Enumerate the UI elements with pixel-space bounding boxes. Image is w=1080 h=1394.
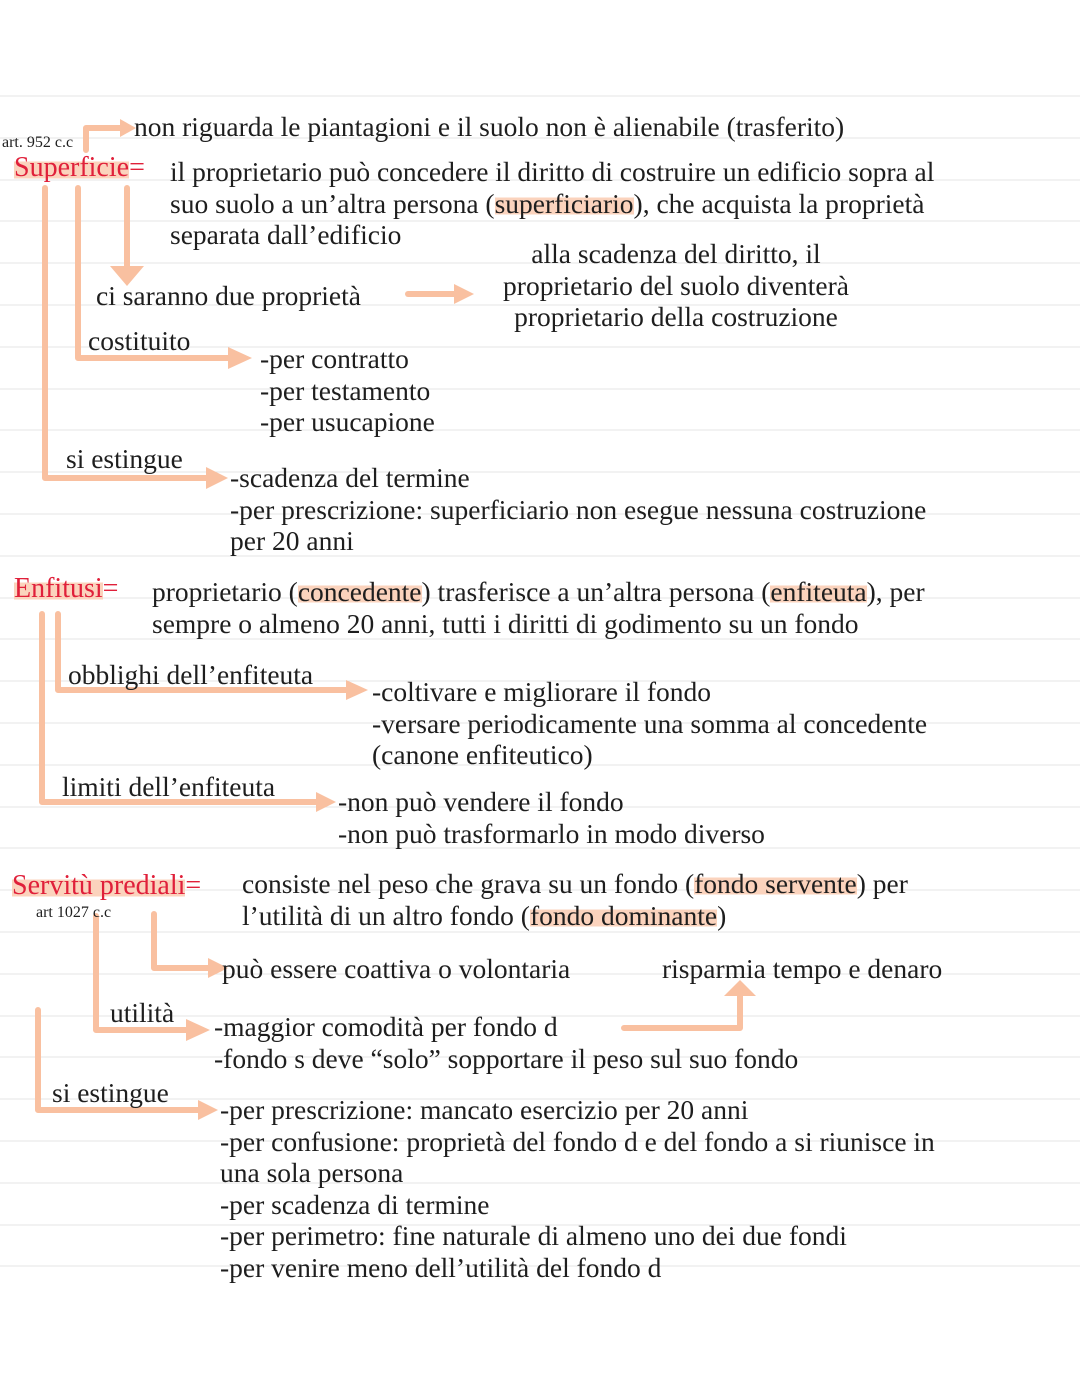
arrowhead [198,1100,218,1120]
def-line-2: sempre o almeno 20 anni, tutti i diritti di godimento su un fondo [152,607,859,639]
arrowhead [346,680,368,700]
def-line-1a: proprietario ( [152,576,298,607]
superficie-definition [170,156,934,251]
obblighi-list [372,676,927,771]
utilita-label: utilità [110,997,175,1028]
costituito-label: costituito [88,325,191,356]
list-item: -per perimetro: fine naturale di almeno uno dei due fondi [220,1220,847,1251]
list-item: -non può vendere il fondo [338,786,624,817]
servitu-eq: = [185,870,202,901]
enfiteusi-eq: = [102,573,119,604]
list-item: -per venire meno dell’utilità del fondo d [220,1251,662,1283]
def-line-1c: ), per [866,576,925,607]
list-item: -versare periodicamente una somma al concedente [372,707,928,739]
list-item: -per confusione: proprietà del fondo d e del fondo a si riunisce in [220,1125,935,1157]
list-item: (canone enfiteutico) [372,739,593,770]
limiti-label: limiti dell’enfiteuta [62,771,276,802]
arrowhead [186,1019,210,1041]
def-line-1: il proprietario può concedere il diritto di costruire un edificio sopra al [170,156,935,187]
def-line-2b: ), che acquista la proprietà [633,187,925,219]
def-line-1b: ) trasferisce a un’altra persona ( [421,576,771,607]
def-line-2a: suo suolo a un’altra persona ( [170,187,495,219]
arrowhead [316,792,336,812]
risparmia-text: risparmia tempo e denaro [662,953,943,984]
servitu-title-text: Servitù prediali [12,870,186,901]
obblighi-label: obblighi dell’enfiteuta [68,659,314,690]
estingue-list-sup [230,462,926,557]
list-item: una sola persona [220,1157,404,1188]
def-line-2 [170,188,934,220]
article-ref-1027: art 1027 c.c [36,904,112,921]
list-item: -maggior comodità per fondo d [214,1011,558,1042]
article-ref-952: art. 952 c.c [2,134,74,151]
list-item: -non può trasformarlo in modo diverso [338,817,765,849]
def-line-3: separata dall’edificio [170,219,402,250]
servitu-title [12,870,201,901]
list-item: -per testamento [260,374,431,406]
highlight-fondo-servente: fondo servente [694,868,857,899]
limiti-list [338,786,765,849]
enfiteusi-definition [152,576,925,639]
superficie-eq: = [129,152,145,183]
arrow-note [86,128,122,150]
def-line-1 [242,868,908,900]
highlight-enfiteuta: enfiteuta [770,576,867,607]
highlight-superficiario: superficiario [494,187,634,219]
list-item: -per contratto [260,343,409,374]
enfiteusi-title [14,573,118,604]
arrowhead [228,347,252,369]
def-line-1a: consiste nel peso che grava su un fondo ( [242,868,695,899]
def-line-1 [152,576,925,608]
utilita-list [214,1011,798,1074]
scadenza-block [474,238,878,333]
due-proprieta: ci saranno due proprietà [96,280,361,311]
arrow-coattiva [154,914,212,968]
list-item: -coltivare e migliorare il fondo [372,676,712,707]
list-item: -per prescrizione: mancato esercizio per 20 anni [220,1094,749,1125]
superficie-title-text: Superficie [14,152,130,183]
estingue-label-serv: si estingue [52,1077,169,1108]
servitu-definition [242,868,908,931]
estingue-label-sup: si estingue [66,443,183,474]
superficie-note: non riguarda le piantagioni e il suolo non è alienabile (trasferito) [134,111,845,142]
list-item: -scadenza del termine [230,462,470,493]
list-item: -fondo s deve “solo” sopportare il peso sul suo fondo [214,1042,799,1074]
arrowhead [454,284,474,304]
arrowhead [206,467,228,489]
list-item: -per scadenza di termine [220,1188,490,1220]
def-line-2a: l’utilità di un altro fondo ( [242,899,530,931]
estingue-list-serv [220,1094,935,1283]
highlight-concedente: concedente [297,576,422,607]
highlight-fondo-dominante: fondo dominante [529,899,718,931]
scadenza-line: proprietario del suolo diventerà [503,269,849,301]
def-line-2b: ) [717,899,727,931]
superficie-title [14,152,145,183]
list-item: -per prescrizione: superficiario non esegue nessuna costruzione [230,493,927,525]
list-item: -per usucapione [260,406,435,437]
costituito-list [260,343,435,438]
coattiva-text: può essere coattiva o volontaria [222,953,571,984]
scadenza-line: alla scadenza del diritto, il [531,238,821,269]
def-line-2 [242,900,908,932]
scadenza-line: proprietario della costruzione [514,301,838,332]
enfiteusi-title-text: Enfitusi [14,573,103,604]
list-item: per 20 anni [230,525,354,556]
def-line-1b: ) per [856,868,908,899]
